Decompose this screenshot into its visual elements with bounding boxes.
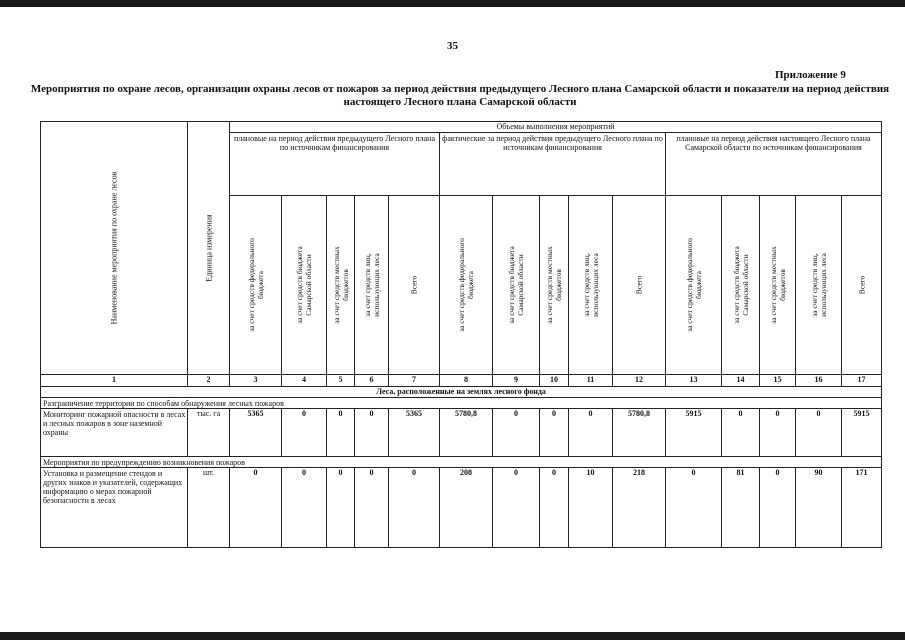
cell-value: 5780,8 bbox=[613, 409, 666, 457]
page-number: 35 bbox=[447, 40, 458, 52]
col-number: 10 bbox=[540, 375, 569, 387]
section-forest-lands: Леса, расположенные на землях лесного фонда bbox=[41, 387, 882, 398]
row-unit: тыс. га bbox=[188, 409, 230, 457]
subcol-regional: за счет средств бюджета Самарской области bbox=[282, 196, 327, 375]
header-group-planned-previous: плановые на период действия предыдущего Лесного плана по источникам финансирования bbox=[230, 133, 440, 196]
cell-value: 0 bbox=[540, 409, 569, 457]
cell-value: 0 bbox=[540, 468, 569, 548]
col-number: 2 bbox=[188, 375, 230, 387]
subsection-territory-delimitation: Разграничение территории по способам обнаружения лесных пожаров bbox=[41, 398, 882, 409]
col-number: 6 bbox=[355, 375, 389, 387]
cell-value: 0 bbox=[282, 468, 327, 548]
cell-value: 0 bbox=[327, 409, 355, 457]
subcol-regional: за счет средств бюджета Самарской области bbox=[722, 196, 760, 375]
cell-value: 0 bbox=[355, 468, 389, 548]
cell-value: 218 bbox=[613, 468, 666, 548]
subcol-forest-users: за счет средств лиц, использующих леса bbox=[355, 196, 389, 375]
subcol-forest-users: за счет средств лиц, использующих леса bbox=[796, 196, 842, 375]
header-group-actual-previous: фактические за период действия предыдущего Лесного плана по источникам финансирования bbox=[440, 133, 666, 196]
subcol-regional: за счет средств бюджета Самарской области bbox=[493, 196, 540, 375]
col-number: 14 bbox=[722, 375, 760, 387]
row-unit: шт. bbox=[188, 468, 230, 548]
col-number: 5 bbox=[327, 375, 355, 387]
subcol-local: за счет средств местных бюджетов bbox=[327, 196, 355, 375]
subsection-fire-prevention: Мероприятия по предупреждению возникновения пожаров bbox=[41, 457, 882, 468]
cell-value: 90 bbox=[796, 468, 842, 548]
appendix-label: Приложение 9 bbox=[775, 69, 846, 81]
cell-value: 0 bbox=[493, 468, 540, 548]
cell-value: 0 bbox=[666, 468, 722, 548]
col-number: 9 bbox=[493, 375, 540, 387]
col-number: 7 bbox=[389, 375, 440, 387]
top-scan-border bbox=[0, 0, 905, 7]
subcol-federal: за счет средств федерального бюджета bbox=[230, 196, 282, 375]
subcol-federal: за счет средств федерального бюджета bbox=[440, 196, 493, 375]
cell-value: 0 bbox=[230, 468, 282, 548]
cell-value: 0 bbox=[760, 468, 796, 548]
row-name: Установка и размещение стендов и других знаков и указателей, содержащих информацию о мерах пожарной безопасности в лесах bbox=[41, 468, 188, 548]
subcol-local: за счет средств местных бюджетов bbox=[760, 196, 796, 375]
cell-value: 5365 bbox=[389, 409, 440, 457]
cell-value: 0 bbox=[389, 468, 440, 548]
cell-value: 0 bbox=[760, 409, 796, 457]
cell-value: 5780,8 bbox=[440, 409, 493, 457]
cell-value: 171 bbox=[842, 468, 882, 548]
header-volumes: Объемы выполнения мероприятий bbox=[230, 122, 882, 133]
header-name-column: Наименование мероприятия по охране лесов bbox=[41, 122, 188, 375]
subcol-federal: за счет средств федерального бюджета bbox=[666, 196, 722, 375]
row-name: Мониторинг пожарной опасности в лесах и лесных пожаров в зоне наземной охраны bbox=[41, 409, 188, 457]
table-row bbox=[41, 468, 882, 548]
col-number: 12 bbox=[613, 375, 666, 387]
col-number: 4 bbox=[282, 375, 327, 387]
col-number: 15 bbox=[760, 375, 796, 387]
table-row bbox=[41, 409, 882, 457]
cell-value: 5365 bbox=[230, 409, 282, 457]
col-number: 11 bbox=[569, 375, 613, 387]
cell-value: 0 bbox=[796, 409, 842, 457]
bottom-scan-border bbox=[0, 632, 905, 640]
col-number: 8 bbox=[440, 375, 493, 387]
header-group-planned-current: плановые на период действия настоящего Лесного плана Самарской области по источникам финансирования bbox=[666, 133, 882, 196]
cell-value: 208 bbox=[440, 468, 493, 548]
cell-value: 0 bbox=[327, 468, 355, 548]
subcol-forest-users: за счет средств лиц, использующих леса bbox=[569, 196, 613, 375]
cell-value: 0 bbox=[569, 409, 613, 457]
cell-value: 10 bbox=[569, 468, 613, 548]
subcol-total: Всего bbox=[613, 196, 666, 375]
col-number: 3 bbox=[230, 375, 282, 387]
col-number: 13 bbox=[666, 375, 722, 387]
cell-value: 0 bbox=[282, 409, 327, 457]
cell-value: 0 bbox=[722, 409, 760, 457]
header-unit-column: Единица измерения bbox=[188, 122, 230, 375]
document-title: Мероприятия по охране лесов, организации охраны лесов от пожаров за период действия предыдущего Лесного плана Самарской области и показатели на период действия настоящего Лесного плана Самарской области bbox=[30, 83, 890, 108]
cell-value: 0 bbox=[493, 409, 540, 457]
col-number: 17 bbox=[842, 375, 882, 387]
column-number-row bbox=[41, 375, 882, 387]
cell-value: 5915 bbox=[842, 409, 882, 457]
forest-protection-table bbox=[40, 121, 882, 548]
subcol-total: Всего bbox=[842, 196, 882, 375]
col-number: 16 bbox=[796, 375, 842, 387]
cell-value: 81 bbox=[722, 468, 760, 548]
col-number: 1 bbox=[41, 375, 188, 387]
subcol-local: за счет средств местных бюджетов bbox=[540, 196, 569, 375]
cell-value: 5915 bbox=[666, 409, 722, 457]
subcol-total: Всего bbox=[389, 196, 440, 375]
cell-value: 0 bbox=[355, 409, 389, 457]
